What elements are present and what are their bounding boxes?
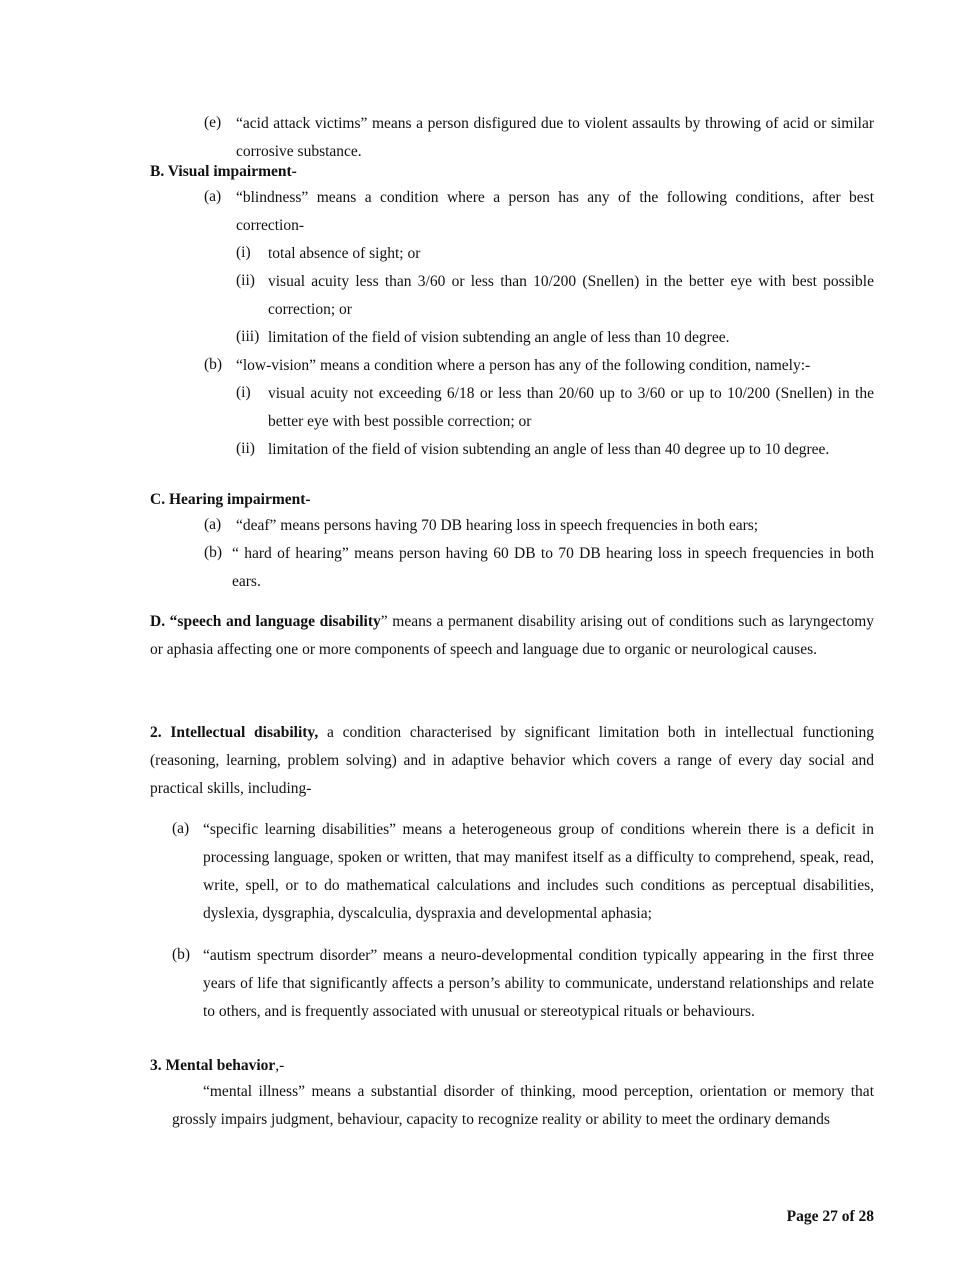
subitem-text-field-limit: limitation of the field of vision subtending an angle of less than 10 degree. — [268, 329, 730, 346]
paragraph-intellectual-disability — [150, 719, 874, 803]
paragraph-mental-illness: “mental illness” means a substantial disorder of thinking, mood perception, orientation or memory that grossly impairs judgment, behaviour, capacity to recognize reality or ability to meet the ordinary demands — [172, 1083, 874, 1128]
subitem-label-i: (i) — [236, 244, 251, 261]
heading-hearing-impairment: C. Hearing impairment- — [150, 491, 311, 508]
item-text-low-vision: “low-vision” means a condition where a person has any of the following condition, namely:- — [236, 357, 811, 374]
item-label-deaf: (a) — [204, 516, 222, 533]
item-label-blindness: (a) — [204, 188, 222, 205]
item-label-hard-of-hearing: (b) — [204, 544, 223, 561]
definition-speech-language: ” means a permanent disability arising out of conditions such as laryngectomy or aphasia affecting one or more components of speech and language due to organic or neurological causes. — [150, 613, 874, 658]
subitem-text-total-absence: total absence of sight; or — [268, 245, 421, 262]
subitem-label-ii: (ii) — [236, 272, 255, 289]
subitem-label-iii: (iii) — [236, 328, 260, 345]
term-speech-language: D. “speech and language disability — [150, 613, 381, 630]
item-label-learning: (a) — [172, 820, 190, 837]
subitem-text-acuity-range: visual acuity not exceeding 6/18 or less than 20/60 up to 3/60 or up to 10/200 (Snellen) in the better eye with best possible correction; or — [268, 385, 874, 430]
heading-mental-behavior — [150, 1057, 284, 1075]
subitem-label-ii: (ii) — [236, 440, 255, 457]
term-intellectual-disability: 2. Intellectual disability, — [150, 724, 319, 741]
heading-mental-behavior-suffix: ,- — [275, 1057, 285, 1074]
subitem-text-field-range: limitation of the field of vision subtending an angle of less than 40 degree up to 10 degree. — [268, 441, 830, 458]
item-label-low-vision: (b) — [204, 356, 223, 373]
item-text-learning-disabilities: “specific learning disabilities” means a heterogeneous group of conditions wherein there is a deficit in processing language, spoken or written, that may manifest itself as a difficulty to comprehend, speak, read, write, spell, or to do mathematical calculations and includes such conditions as perceptual disabilities, dyslexia, dysgraphia, dyscalculia, dyspraxia and developmental aphasia; — [203, 821, 874, 922]
item-text-deaf: “deaf” means persons having 70 DB hearing loss in speech frequencies in both ears; — [236, 517, 759, 534]
paragraph-speech-language — [150, 608, 874, 664]
item-text-hard-of-hearing: “ hard of hearing” means person having 60 DB to 70 DB hearing loss in speech frequencies in both ears. — [232, 545, 874, 590]
page-number: Page 27 of 28 — [786, 1208, 874, 1225]
heading-mental-behavior-label: 3. Mental behavior — [150, 1057, 276, 1074]
heading-visual-impairment: B. Visual impairment- — [150, 163, 297, 180]
item-text-autism: “autism spectrum disorder” means a neuro-developmental condition typically appearing in the first three years of life that significantly affects a person’s ability to communicate, understand relationships and relate to others, and is frequently associated with unusual or stereotypical rituals or behaviours. — [203, 947, 874, 1020]
subitem-text-visual-acuity: visual acuity less than 3/60 or less than 10/200 (Snellen) in the better eye with best possible correction; or — [268, 273, 874, 318]
item-text-blindness: “blindness” means a condition where a person has any of the following conditions, after best correction- — [236, 189, 874, 234]
item-label-e: (e) — [204, 114, 222, 131]
definition-intellectual-disability: a condition characterised by significant limitation both in intellectual functioning (reasoning, learning, problem solving) and in adaptive behavior which covers a range of every day social and practical skills, including- — [150, 724, 875, 797]
item-text-acid-attack: “acid attack victims” means a person disfigured due to violent assaults by throwing of acid or similar corrosive substance. — [236, 115, 874, 160]
item-label-autism: (b) — [172, 946, 191, 963]
subitem-label-i: (i) — [236, 384, 251, 401]
